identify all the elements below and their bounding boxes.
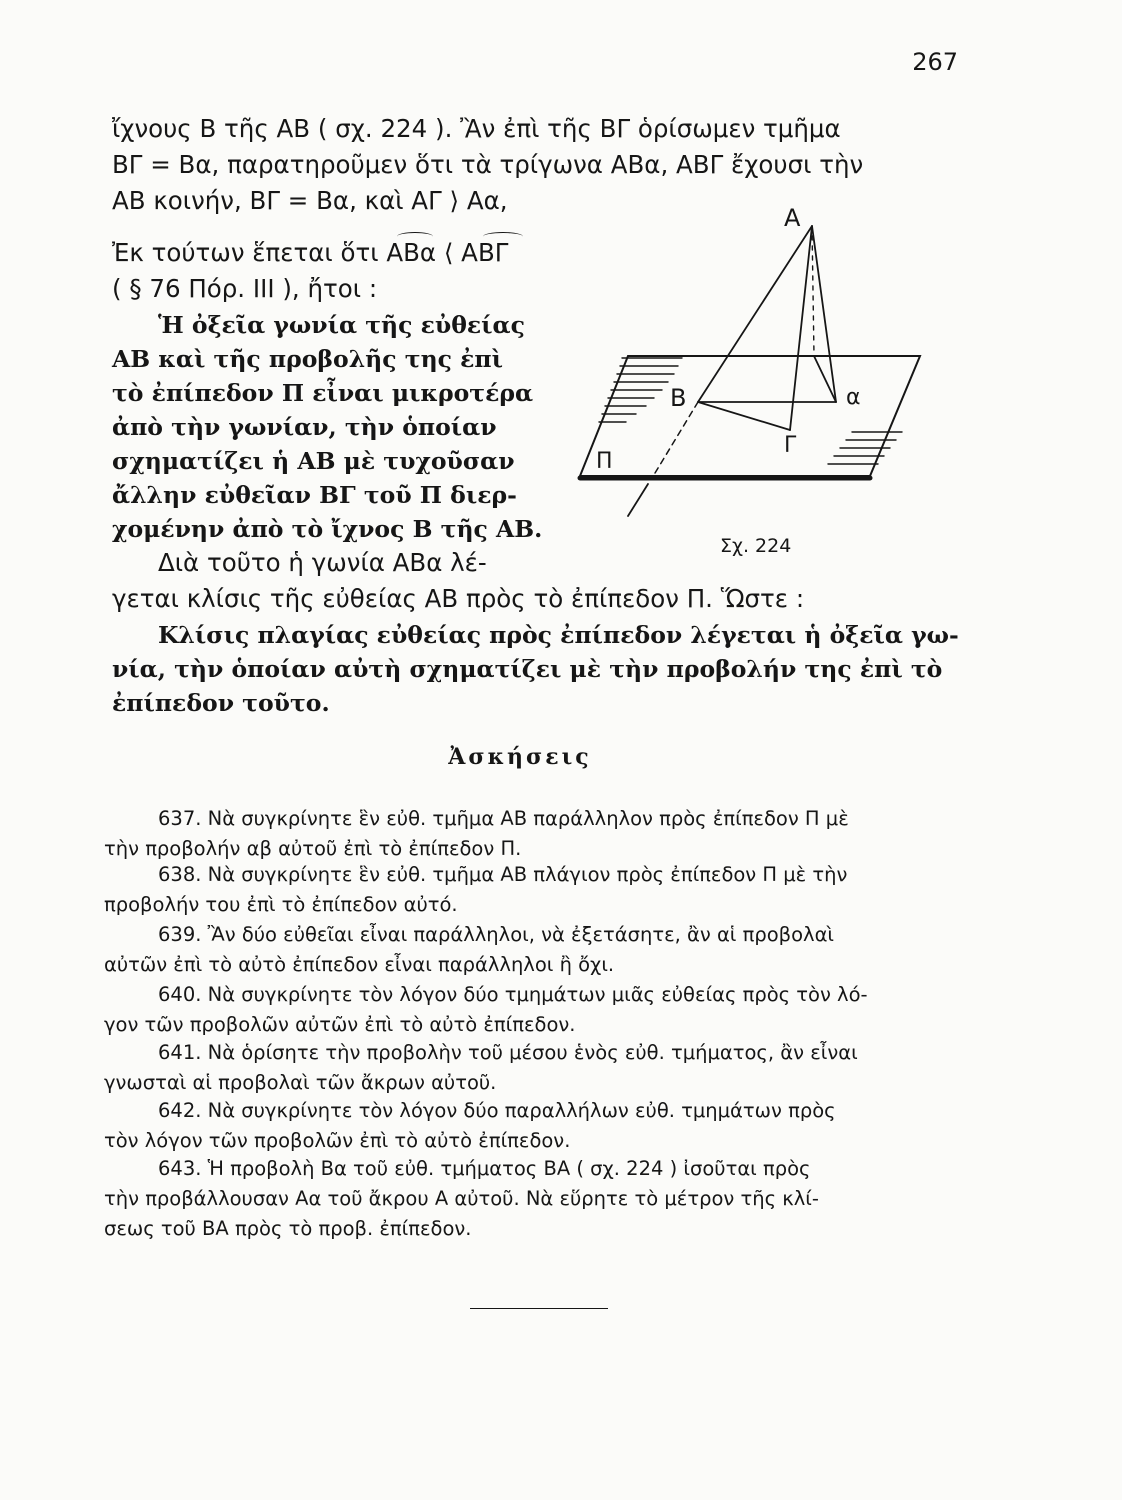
label-p: Π [596, 449, 613, 474]
body-line: ΒΓ = Βα, παρατηροῦμεν ὅτι τὰ τρίγωνα ΑΒα, ΑΒΓ ἔχουσι τὴν [112, 150, 864, 179]
angle-arc-aba [397, 232, 433, 241]
exercise-line: τὴν προβολήν αβ αὐτοῦ ἐπὶ τὸ ἐπίπεδον Π. [104, 837, 522, 860]
definition-line: Κλίσις πλαγίας εὐθείας πρὸς ἐπίπεδον λέγεται ἡ ὀξεῖα γω- [158, 621, 959, 649]
theorem-line: Ἡ ὀξεῖα γωνία τῆς εὐθείας [158, 311, 525, 339]
angle-arc-abg [483, 232, 523, 241]
line-ab [698, 226, 812, 402]
exercise-line: σεως τοῦ ΒΑ πρὸς τὸ προβ. ἐπίπεδον. [104, 1217, 472, 1240]
exercise-line: αὐτῶν ἐπὶ τὸ αὐτὸ ἐπίπεδον εἶναι παράλληλοι ἢ ὄχι. [104, 953, 615, 976]
label-a-lower: α [846, 385, 861, 410]
label-a-upper: Α [784, 204, 801, 232]
definition-line: νία, τὴν ὁποίαν αὐτὴ σχηματίζει μὲ τὴν προβολήν της ἐπὶ τὸ [112, 655, 943, 683]
exercises-heading: Ἀσκήσεις [448, 744, 592, 770]
exercise-line: 640. Νὰ συγκρίνητε τὸν λόγον δύο τμημάτων μιᾶς εὐθείας πρὸς τὸν λό- [158, 983, 868, 1006]
line-ab-hidden [652, 402, 698, 478]
exercise-line: 639. Ἂν δύο εὐθεῖαι εἶναι παράλληλοι, νὰ ἐξετάσητε, ἂν αἱ προβολαὶ [158, 923, 835, 946]
theorem-line: ΑΒ καὶ τῆς προβολῆς της ἐπὶ [112, 345, 503, 373]
theorem-line: τὸ ἐπίπεδον Π εἶναι μικροτέρα [112, 379, 534, 407]
exercise-line: τὴν προβάλλουσαν Αα τοῦ ἄκρου Α αὐτοῦ. Νὰ εὕρητε τὸ μέτρον τῆς κλί- [104, 1187, 819, 1210]
exercise-line: 642. Νὰ συγκρίνητε τὸν λόγον δύο παραλλήλων εὐθ. τμημάτων πρὸς [158, 1099, 836, 1122]
label-b: Β [670, 384, 687, 412]
body-line: ΑΒ κοινήν, ΒΓ = Βα, καὶ ΑΓ ⟩ Αα, [112, 186, 508, 215]
body-line: γεται κλίσις τῆς εὐθείας ΑΒ πρὸς τὸ ἐπίπεδον Π. Ὥστε : [112, 584, 805, 613]
theorem-line: χομένην ἀπὸ τὸ ἴχνος Β τῆς ΑΒ. [112, 515, 543, 543]
figure-224 [570, 204, 950, 560]
body-line: ἴχνους Β τῆς ΑΒ ( σχ. 224 ). Ἂν ἐπὶ τῆς ΒΓ ὁρίσωμεν τμῆμα [112, 114, 841, 143]
definition-line: ἐπίπεδον τοῦτο. [112, 689, 330, 717]
end-rule [470, 1308, 608, 1309]
label-g: Γ [784, 433, 797, 458]
body-line: Ἐκ τούτων ἕπεται ὅτι ΑΒα ⟨ ΑΒΓ [112, 238, 509, 267]
exercise-line: 641. Νὰ ὁρίσητε τὴν προβολὴν τοῦ μέσου ἑνὸς εὐθ. τμήματος, ἂν εἶναι [158, 1041, 858, 1064]
exercise-line: γνωσταὶ αἱ προβολαὶ τῶν ἄκρων αὐτοῦ. [104, 1071, 497, 1094]
line-bg [698, 402, 790, 430]
body-line: Διὰ τοῦτο ἡ γωνία ΑΒα λέ- [158, 548, 487, 577]
exercise-line: προβολήν του ἐπὶ τὸ ἐπίπεδον αὐτό. [104, 893, 458, 916]
line-aa-hidden [812, 226, 814, 356]
line-ab-extension [628, 484, 648, 516]
exercise-line: 643. Ἡ προβολὴ Βα τοῦ εὐθ. τμήματος ΒΑ ( σχ. 224 ) ἰσοῦται πρὸς [158, 1157, 811, 1180]
exercise-line: 638. Νὰ συγκρίνητε ἓν εὐθ. τμῆμα ΑΒ πλάγιον πρὸς ἐπίπεδον Π μὲ τὴν [158, 863, 848, 886]
theorem-line: σχηματίζει ἡ ΑΒ μὲ τυχοῦσαν [112, 447, 515, 475]
figure-caption: Σχ. 224 [720, 535, 792, 557]
page-number: 267 [912, 48, 958, 76]
theorem-line: ἄλλην εὐθεῖαν ΒΓ τοῦ Π διερ- [112, 481, 517, 509]
body-line: ( § 76 Πόρ. ΙΙΙ ), ἤτοι : [112, 274, 378, 303]
exercise-line: τὸν λόγον τῶν προβολῶν ἐπὶ τὸ αὐτὸ ἐπίπεδον. [104, 1129, 571, 1152]
line-ag [790, 226, 812, 430]
theorem-line: ἀπὸ τὴν γωνίαν, τὴν ὁποίαν [112, 413, 497, 441]
exercise-line: 637. Νὰ συγκρίνητε ἓν εὐθ. τμῆμα ΑΒ παράλληλον πρὸς ἐπίπεδον Π μὲ [158, 807, 849, 830]
exercise-line: γον τῶν προβολῶν αὐτῶν ἐπὶ τὸ αὐτὸ ἐπίπεδον. [104, 1013, 576, 1036]
